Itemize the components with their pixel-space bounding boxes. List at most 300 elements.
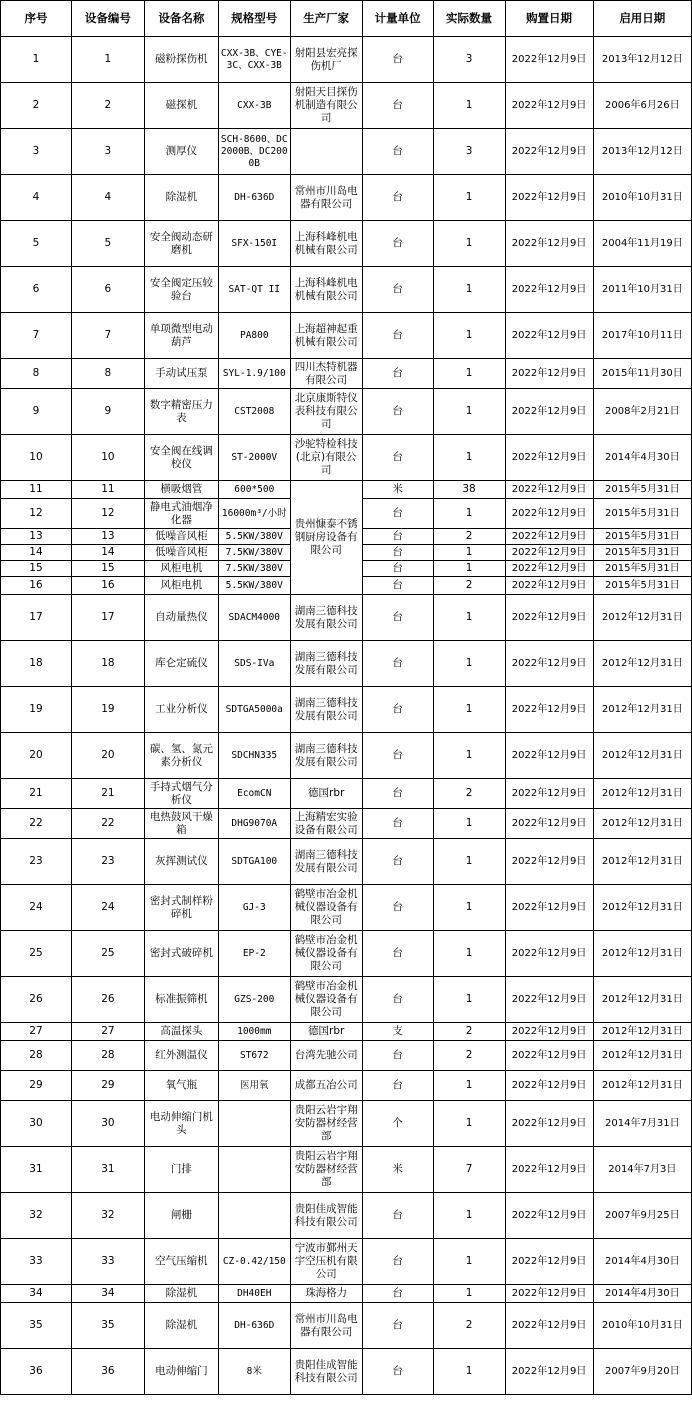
- equipment-code-cell: 2: [71, 83, 144, 129]
- model-cell: SDTGA5000a: [218, 687, 290, 733]
- row-number-cell: 5: [1, 221, 72, 267]
- quantity-cell: 1: [433, 175, 505, 221]
- row-number-cell: 23: [1, 839, 72, 885]
- table-row: [1, 931, 692, 977]
- header-cell: 启用日期: [593, 1, 691, 37]
- model-cell: SDS-IVa: [218, 641, 290, 687]
- start-date-cell: 2012年12月31日: [593, 641, 691, 687]
- purchase-date-cell: 2022年12月9日: [505, 1239, 593, 1285]
- manufacturer-cell: 鹤壁市冶金机械仪器设备有限公司: [290, 931, 362, 977]
- purchase-date-cell: 2022年12月9日: [505, 839, 593, 885]
- purchase-date-cell: 2022年12月9日: [505, 129, 593, 175]
- equipment-name-cell: 密封式制样粉碎机: [144, 885, 218, 931]
- quantity-cell: 3: [433, 37, 505, 83]
- start-date-cell: 2012年12月31日: [593, 779, 691, 809]
- equipment-code-cell: 11: [71, 481, 144, 499]
- unit-cell: 米: [362, 481, 433, 499]
- start-date-cell: 2013年12月12日: [593, 129, 691, 175]
- start-date-cell: 2012年12月31日: [593, 977, 691, 1023]
- quantity-cell: 1: [433, 221, 505, 267]
- equipment-code-cell: 14: [71, 545, 144, 561]
- equipment-name-cell: 闸栅: [144, 1193, 218, 1239]
- manufacturer-cell: 台湾先驰公司: [290, 1041, 362, 1071]
- model-cell: SYL-1.9/100: [218, 359, 290, 389]
- equipment-code-cell: 36: [71, 1349, 144, 1395]
- quantity-cell: 1: [433, 545, 505, 561]
- equipment-name-cell: 氧气瓶: [144, 1071, 218, 1101]
- unit-cell: 米: [362, 1147, 433, 1193]
- start-date-cell: 2015年5月31日: [593, 529, 691, 545]
- quantity-cell: 2: [433, 1023, 505, 1041]
- header-cell: 生产厂家: [290, 1, 362, 37]
- unit-cell: 台: [362, 561, 433, 577]
- quantity-cell: 1: [433, 267, 505, 313]
- unit-cell: 台: [362, 595, 433, 641]
- model-cell: CZ-0.42/150: [218, 1239, 290, 1285]
- quantity-cell: 1: [433, 931, 505, 977]
- model-cell: DH-636D: [218, 1303, 290, 1349]
- purchase-date-cell: 2022年12月9日: [505, 977, 593, 1023]
- header-cell: 实际数量: [433, 1, 505, 37]
- purchase-date-cell: 2022年12月9日: [505, 687, 593, 733]
- equipment-name-cell: 库仑定硫仪: [144, 641, 218, 687]
- unit-cell: 台: [362, 885, 433, 931]
- purchase-date-cell: 2022年12月9日: [505, 1071, 593, 1101]
- row-number-cell: 18: [1, 641, 72, 687]
- model-cell: 7.5KW/380V: [218, 561, 290, 577]
- table-row: [1, 839, 692, 885]
- quantity-cell: 1: [433, 1285, 505, 1303]
- start-date-cell: 2010年10月31日: [593, 1303, 691, 1349]
- equipment-name-cell: 磁探机: [144, 83, 218, 129]
- quantity-cell: 1: [433, 1239, 505, 1285]
- table-row: [1, 977, 692, 1023]
- row-number-cell: 16: [1, 577, 72, 595]
- row-number-cell: 33: [1, 1239, 72, 1285]
- row-number-cell: 4: [1, 175, 72, 221]
- row-number-cell: 13: [1, 529, 72, 545]
- start-date-cell: 2015年5月31日: [593, 481, 691, 499]
- row-number-cell: 14: [1, 545, 72, 561]
- manufacturer-cell: 常州市川岛电器有限公司: [290, 1303, 362, 1349]
- manufacturer-cell: 贵阳佳成智能科技有限公司: [290, 1349, 362, 1395]
- row-number-cell: 30: [1, 1101, 72, 1147]
- purchase-date-cell: 2022年12月9日: [505, 1303, 593, 1349]
- equipment-name-cell: 单项微型电动葫芦: [144, 313, 218, 359]
- table-row: [1, 1023, 692, 1041]
- equipment-code-cell: 33: [71, 1239, 144, 1285]
- unit-cell: 台: [362, 809, 433, 839]
- quantity-cell: 1: [433, 885, 505, 931]
- header-cell: 设备编号: [71, 1, 144, 37]
- model-cell: 16000m³/小时: [218, 499, 290, 529]
- equipment-name-cell: 低噪音风柜: [144, 529, 218, 545]
- equipment-name-cell: 磁粉探伤机: [144, 37, 218, 83]
- equipment-name-cell: 除湿机: [144, 1285, 218, 1303]
- equipment-code-cell: 21: [71, 779, 144, 809]
- equipment-code-cell: 23: [71, 839, 144, 885]
- row-number-cell: 24: [1, 885, 72, 931]
- quantity-cell: 1: [433, 839, 505, 885]
- unit-cell: 台: [362, 931, 433, 977]
- start-date-cell: 2014年7月3日: [593, 1147, 691, 1193]
- unit-cell: 台: [362, 389, 433, 435]
- equipment-code-cell: 10: [71, 435, 144, 481]
- table-row: [1, 733, 692, 779]
- manufacturer-cell: 上海超神起重机械有限公司: [290, 313, 362, 359]
- unit-cell: 台: [362, 1041, 433, 1071]
- equipment-code-cell: 25: [71, 931, 144, 977]
- model-cell: [218, 1101, 290, 1147]
- start-date-cell: 2012年12月31日: [593, 595, 691, 641]
- row-number-cell: 31: [1, 1147, 72, 1193]
- header-cell: 规格型号: [218, 1, 290, 37]
- purchase-date-cell: 2022年12月9日: [505, 931, 593, 977]
- manufacturer-cell: 上海精宏实验设备有限公司: [290, 809, 362, 839]
- equipment-code-cell: 35: [71, 1303, 144, 1349]
- start-date-cell: 2006年6月26日: [593, 83, 691, 129]
- equipment-name-cell: 数字精密压力表: [144, 389, 218, 435]
- model-cell: CST2008: [218, 389, 290, 435]
- manufacturer-cell: 鹤壁市冶金机械仪器设备有限公司: [290, 885, 362, 931]
- model-cell: 7.5KW/380V: [218, 545, 290, 561]
- start-date-cell: 2012年12月31日: [593, 931, 691, 977]
- model-cell: CXX-3B: [218, 83, 290, 129]
- model-cell: DHG9070A: [218, 809, 290, 839]
- unit-cell: 台: [362, 529, 433, 545]
- unit-cell: 台: [362, 1071, 433, 1101]
- purchase-date-cell: 2022年12月9日: [505, 733, 593, 779]
- equipment-code-cell: 19: [71, 687, 144, 733]
- equipment-name-cell: 风柜电机: [144, 561, 218, 577]
- unit-cell: 台: [362, 577, 433, 595]
- purchase-date-cell: 2022年12月9日: [505, 529, 593, 545]
- unit-cell: 台: [362, 435, 433, 481]
- row-number-cell: 8: [1, 359, 72, 389]
- equipment-code-cell: 9: [71, 389, 144, 435]
- model-cell: 1000mm: [218, 1023, 290, 1041]
- quantity-cell: 1: [433, 499, 505, 529]
- equipment-name-cell: 自动量热仪: [144, 595, 218, 641]
- model-cell: [218, 1193, 290, 1239]
- equipment-code-cell: 29: [71, 1071, 144, 1101]
- unit-cell: 台: [362, 779, 433, 809]
- quantity-cell: 1: [433, 595, 505, 641]
- row-number-cell: 25: [1, 931, 72, 977]
- start-date-cell: 2015年5月31日: [593, 561, 691, 577]
- equipment-name-cell: 安全阀动态研磨机: [144, 221, 218, 267]
- row-number-cell: 26: [1, 977, 72, 1023]
- model-cell: GZS-200: [218, 977, 290, 1023]
- unit-cell: 台: [362, 267, 433, 313]
- purchase-date-cell: 2022年12月9日: [505, 885, 593, 931]
- equipment-code-cell: 18: [71, 641, 144, 687]
- purchase-date-cell: 2022年12月9日: [505, 641, 593, 687]
- purchase-date-cell: 2022年12月9日: [505, 1041, 593, 1071]
- start-date-cell: 2007年9月20日: [593, 1349, 691, 1395]
- quantity-cell: 1: [433, 389, 505, 435]
- unit-cell: 台: [362, 499, 433, 529]
- start-date-cell: 2012年12月31日: [593, 1023, 691, 1041]
- equipment-name-cell: 手持式烟气分析仪: [144, 779, 218, 809]
- purchase-date-cell: 2022年12月9日: [505, 481, 593, 499]
- purchase-date-cell: 2022年12月9日: [505, 1147, 593, 1193]
- purchase-date-cell: 2022年12月9日: [505, 1101, 593, 1147]
- equipment-code-cell: 8: [71, 359, 144, 389]
- equipment-code-cell: 27: [71, 1023, 144, 1041]
- quantity-cell: 2: [433, 779, 505, 809]
- table-row: [1, 1101, 692, 1147]
- model-cell: EP-2: [218, 931, 290, 977]
- equipment-code-cell: 31: [71, 1147, 144, 1193]
- equipment-code-cell: 20: [71, 733, 144, 779]
- equipment-name-cell: 碳、氢、氮元素分析仪: [144, 733, 218, 779]
- quantity-cell: 1: [433, 83, 505, 129]
- manufacturer-cell: 贵阳云岩宇翔安防器材经营部: [290, 1147, 362, 1193]
- row-number-cell: 11: [1, 481, 72, 499]
- header-cell: 计量单位: [362, 1, 433, 37]
- row-number-cell: 1: [1, 37, 72, 83]
- header-cell: 序号: [1, 1, 72, 37]
- model-cell: ST-2000V: [218, 435, 290, 481]
- model-cell: CXX-3B、CYE-3C、CXX-3B: [218, 37, 290, 83]
- row-number-cell: 10: [1, 435, 72, 481]
- model-cell: 医用氧: [218, 1071, 290, 1101]
- quantity-cell: 1: [433, 809, 505, 839]
- equipment-name-cell: 手动试压泵: [144, 359, 218, 389]
- row-number-cell: 21: [1, 779, 72, 809]
- unit-cell: 台: [362, 545, 433, 561]
- model-cell: GJ-3: [218, 885, 290, 931]
- manufacturer-cell: 北京康斯特仪表科技有限公司: [290, 389, 362, 435]
- equipment-code-cell: 28: [71, 1041, 144, 1071]
- quantity-cell: 1: [433, 641, 505, 687]
- quantity-cell: 2: [433, 529, 505, 545]
- model-cell: 5.5KW/380V: [218, 577, 290, 595]
- manufacturer-cell: 贵州慷泰不锈钢厨房设备有限公司: [290, 481, 362, 595]
- manufacturer-cell: 成都五冶公司: [290, 1071, 362, 1101]
- quantity-cell: 1: [433, 313, 505, 359]
- manufacturer-cell: 贵阳云岩宇翔安防器材经营部: [290, 1101, 362, 1147]
- manufacturer-cell: 常州市川岛电器有限公司: [290, 175, 362, 221]
- table-row: [1, 779, 692, 809]
- table-row: [1, 1041, 692, 1071]
- equipment-code-cell: 3: [71, 129, 144, 175]
- table-row: [1, 267, 692, 313]
- model-cell: DH-636D: [218, 175, 290, 221]
- table-row: [1, 1285, 692, 1303]
- equipment-code-cell: 12: [71, 499, 144, 529]
- row-number-cell: 2: [1, 83, 72, 129]
- start-date-cell: 2015年5月31日: [593, 499, 691, 529]
- table-row: [1, 687, 692, 733]
- row-number-cell: 20: [1, 733, 72, 779]
- unit-cell: 台: [362, 1193, 433, 1239]
- purchase-date-cell: 2022年12月9日: [505, 809, 593, 839]
- equipment-code-cell: 32: [71, 1193, 144, 1239]
- model-cell: SCH-8600、DC2000B、DC2000B: [218, 129, 290, 175]
- start-date-cell: 2015年5月31日: [593, 577, 691, 595]
- equipment-code-cell: 22: [71, 809, 144, 839]
- start-date-cell: 2012年12月31日: [593, 809, 691, 839]
- equipment-name-cell: 静电式油烟净化器: [144, 499, 218, 529]
- start-date-cell: 2014年4月30日: [593, 1239, 691, 1285]
- quantity-cell: 2: [433, 1041, 505, 1071]
- row-number-cell: 32: [1, 1193, 72, 1239]
- equipment-name-cell: 除湿机: [144, 175, 218, 221]
- start-date-cell: 2007年9月25日: [593, 1193, 691, 1239]
- start-date-cell: 2011年10月31日: [593, 267, 691, 313]
- equipment-name-cell: 红外测温仪: [144, 1041, 218, 1071]
- equipment-name-cell: 密封式破碎机: [144, 931, 218, 977]
- quantity-cell: 7: [433, 1147, 505, 1193]
- equipment-name-cell: 安全阀在线调校仪: [144, 435, 218, 481]
- equipment-code-cell: 5: [71, 221, 144, 267]
- quantity-cell: 1: [433, 977, 505, 1023]
- row-number-cell: 35: [1, 1303, 72, 1349]
- unit-cell: 台: [362, 1349, 433, 1395]
- model-cell: 8米: [218, 1349, 290, 1395]
- equipment-code-cell: 7: [71, 313, 144, 359]
- purchase-date-cell: 2022年12月9日: [505, 435, 593, 481]
- equipment-code-cell: 1: [71, 37, 144, 83]
- start-date-cell: 2012年12月31日: [593, 733, 691, 779]
- table-row: [1, 1303, 692, 1349]
- model-cell: PA800: [218, 313, 290, 359]
- unit-cell: 个: [362, 1101, 433, 1147]
- start-date-cell: 2004年11月19日: [593, 221, 691, 267]
- purchase-date-cell: 2022年12月9日: [505, 313, 593, 359]
- model-cell: [218, 1147, 290, 1193]
- row-number-cell: 27: [1, 1023, 72, 1041]
- row-number-cell: 3: [1, 129, 72, 175]
- purchase-date-cell: 2022年12月9日: [505, 389, 593, 435]
- quantity-cell: 1: [433, 359, 505, 389]
- unit-cell: 台: [362, 313, 433, 359]
- quantity-cell: 1: [433, 733, 505, 779]
- manufacturer-cell: 沙驼特检科技(北京)有限公司: [290, 435, 362, 481]
- model-cell: SAT-QT II: [218, 267, 290, 313]
- header-cell: 购置日期: [505, 1, 593, 37]
- equipment-code-cell: 6: [71, 267, 144, 313]
- table-row: [1, 595, 692, 641]
- table-row: [1, 809, 692, 839]
- manufacturer-cell: 湖南三德科技发展有限公司: [290, 733, 362, 779]
- quantity-cell: 2: [433, 577, 505, 595]
- equipment-name-cell: 低噪音风柜: [144, 545, 218, 561]
- table-row: [1, 1147, 692, 1193]
- row-number-cell: 12: [1, 499, 72, 529]
- purchase-date-cell: 2022年12月9日: [505, 779, 593, 809]
- table-row: [1, 1349, 692, 1395]
- manufacturer-cell: 湖南三德科技发展有限公司: [290, 641, 362, 687]
- equipment-name-cell: 电动伸缩门: [144, 1349, 218, 1395]
- quantity-cell: 2: [433, 1303, 505, 1349]
- purchase-date-cell: 2022年12月9日: [505, 37, 593, 83]
- purchase-date-cell: 2022年12月9日: [505, 83, 593, 129]
- unit-cell: 台: [362, 221, 433, 267]
- purchase-date-cell: 2022年12月9日: [505, 577, 593, 595]
- purchase-date-cell: 2022年12月9日: [505, 175, 593, 221]
- manufacturer-cell: 射阳天目探伤机制造有限公司: [290, 83, 362, 129]
- header-cell: 设备名称: [144, 1, 218, 37]
- start-date-cell: 2015年5月31日: [593, 545, 691, 561]
- table-row: [1, 313, 692, 359]
- start-date-cell: 2014年4月30日: [593, 435, 691, 481]
- table-row: [1, 175, 692, 221]
- quantity-cell: 1: [433, 1101, 505, 1147]
- unit-cell: 台: [362, 733, 433, 779]
- manufacturer-cell: 射阳县宏亮探伤机厂: [290, 37, 362, 83]
- start-date-cell: 2013年12月12日: [593, 37, 691, 83]
- unit-cell: 台: [362, 1303, 433, 1349]
- purchase-date-cell: 2022年12月9日: [505, 1023, 593, 1041]
- unit-cell: 台: [362, 83, 433, 129]
- model-cell: EcomCN: [218, 779, 290, 809]
- equipment-code-cell: 13: [71, 529, 144, 545]
- row-number-cell: 15: [1, 561, 72, 577]
- header-row: [1, 1, 692, 37]
- table-row: [1, 481, 692, 499]
- table-row: [1, 641, 692, 687]
- row-number-cell: 29: [1, 1071, 72, 1101]
- unit-cell: 台: [362, 839, 433, 885]
- quantity-cell: 3: [433, 129, 505, 175]
- model-cell: 5.5KW/380V: [218, 529, 290, 545]
- table-row: [1, 389, 692, 435]
- purchase-date-cell: 2022年12月9日: [505, 1349, 593, 1395]
- manufacturer-cell: 宁波市鄞州天宇空压机有限公司: [290, 1239, 362, 1285]
- row-number-cell: 6: [1, 267, 72, 313]
- purchase-date-cell: 2022年12月9日: [505, 545, 593, 561]
- start-date-cell: 2012年12月31日: [593, 1041, 691, 1071]
- equipment-name-cell: 测厚仪: [144, 129, 218, 175]
- start-date-cell: 2012年12月31日: [593, 885, 691, 931]
- start-date-cell: 2008年2月21日: [593, 389, 691, 435]
- equipment-code-cell: 17: [71, 595, 144, 641]
- manufacturer-cell: 湖南三德科技发展有限公司: [290, 595, 362, 641]
- start-date-cell: 2012年12月31日: [593, 687, 691, 733]
- equipment-code-cell: 24: [71, 885, 144, 931]
- unit-cell: 台: [362, 1239, 433, 1285]
- model-cell: ST672: [218, 1041, 290, 1071]
- table-row: [1, 37, 692, 83]
- start-date-cell: 2015年11月30日: [593, 359, 691, 389]
- table-row: [1, 1071, 692, 1101]
- equipment-code-cell: 15: [71, 561, 144, 577]
- equipment-code-cell: 30: [71, 1101, 144, 1147]
- equipment-code-cell: 16: [71, 577, 144, 595]
- equipment-name-cell: 门排: [144, 1147, 218, 1193]
- equipment-code-cell: 4: [71, 175, 144, 221]
- unit-cell: 台: [362, 687, 433, 733]
- equipment-name-cell: 安全阀定压较验台: [144, 267, 218, 313]
- equipment-name-cell: 除湿机: [144, 1303, 218, 1349]
- equipment-name-cell: 横吸烟管: [144, 481, 218, 499]
- purchase-date-cell: 2022年12月9日: [505, 359, 593, 389]
- manufacturer-cell: 德国rbr: [290, 779, 362, 809]
- model-cell: SDACM4000: [218, 595, 290, 641]
- row-number-cell: 9: [1, 389, 72, 435]
- unit-cell: 台: [362, 37, 433, 83]
- table-row: [1, 359, 692, 389]
- unit-cell: 台: [362, 175, 433, 221]
- equipment-name-cell: 风柜电机: [144, 577, 218, 595]
- table-row: [1, 1239, 692, 1285]
- unit-cell: 台: [362, 977, 433, 1023]
- manufacturer-cell: 贵阳佳成智能科技有限公司: [290, 1193, 362, 1239]
- quantity-cell: 38: [433, 481, 505, 499]
